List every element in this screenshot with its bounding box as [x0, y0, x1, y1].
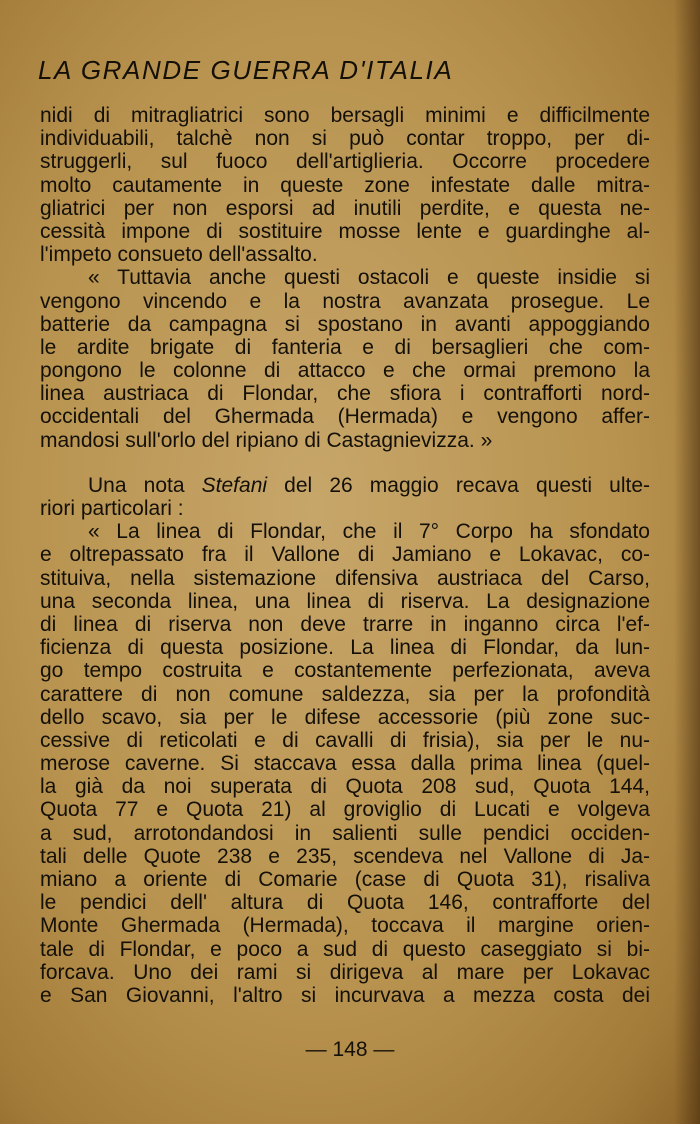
text-line: « Tuttavia anche questi ostacoli e queste insidie si	[88, 266, 650, 290]
text-line: carattere di non comune saldezza, sia per la profondità	[40, 682, 650, 706]
text-line: vengono vincendo e la nostra avanzata prosegue. Le	[40, 289, 650, 313]
page-edge-shadow	[674, 0, 700, 1124]
text-line: e oltrepassato fra il Vallone di Jamiano e Lokavac, co-	[40, 543, 650, 567]
running-head: LA GRANDE GUERRA D'ITALIA	[38, 55, 454, 85]
text-line: occidentali del Ghermada (Hermada) e vengono affer-	[40, 405, 650, 429]
text-line: tali delle Quote 238 e 235, scendeva nel Vallone di Ja-	[40, 844, 650, 868]
text-line: individuabili, talchè non si può contar troppo, per di-	[40, 127, 650, 151]
text-line: le pendici dell' altura di Quota 146, contrafforte del	[40, 891, 650, 915]
text-line: batterie da campagna si spostano in avanti appoggiando	[40, 312, 650, 336]
text-line: stituiva, nella sistemazione difensiva austriaca del Carso,	[40, 566, 650, 590]
text-line: cessità impone di sostituire mosse lente e guardinghe al-	[40, 219, 650, 243]
text-line: merose caverne. Si staccava essa dalla prima linea (quel-	[40, 752, 650, 776]
text-line: Monte Ghermada (Hermada), toccava il margine orien-	[40, 914, 650, 938]
text-line: nidi di mitragliatrici sono bersagli minimi e difficilmente	[40, 104, 650, 127]
text-line: mandosi sull'orlo del ripiano di Castagnievizza. »	[40, 428, 493, 452]
text-line: a sud, arrotondandosi in salienti sulle pendici occiden-	[40, 821, 650, 845]
text-line: Quota 77 e Quota 21) al groviglio di Lucati e volgeva	[40, 798, 650, 822]
text-line: le ardite brigate di fanteria e di bersaglieri che com-	[40, 335, 650, 359]
text-line: riori particolari :	[40, 497, 184, 520]
text-line: dello scavo, sia per le difese accessorie (più zone suc-	[40, 705, 650, 729]
page-number: — 148 —	[305, 1038, 395, 1061]
italic-word: Stefani	[201, 473, 268, 497]
text-line: l'impeto consueto dell'assalto.	[40, 243, 318, 267]
text-line: e San Giovanni, l'altro si incurvava a mezza costa dei	[40, 983, 650, 1007]
text-line: la già da noi superata di Quota 208 sud, Quota 144,	[40, 775, 650, 799]
text-line: pongono le colonne di attacco e che ormai premono la	[40, 359, 650, 383]
text-line: una seconda linea, una linea di riserva. La designazione	[40, 589, 650, 613]
text-line: go tempo costruita e costantemente perfezionata, aveva	[40, 659, 650, 683]
text-line: forcava. Uno dei rami si dirigeva al mare per Lokavac	[40, 960, 650, 984]
text-line: gliatrici per non esporsi ad inutili perdite, e questa ne-	[40, 196, 650, 220]
paragraph-gap	[40, 452, 650, 474]
text-line: cessive di reticolati e di cavalli di frisia), sia per le nu-	[40, 728, 650, 752]
body-text	[40, 104, 650, 1007]
text-line: Una nota Stefani del 26 maggio recava questi ulte-	[88, 473, 650, 497]
text-line: miano a oriente di Comarie (case di Quota 31), risaliva	[40, 868, 650, 891]
text-line: molto cautamente in queste zone infestate dalle mitra-	[40, 173, 650, 197]
text-line: ficienza di questa posizione. La linea di Flondar, da lun-	[40, 636, 650, 660]
text-line: linea austriaca di Flondar, che sfiora i contrafforti nord-	[40, 382, 650, 406]
text-line: « La linea di Flondar, che il 7° Corpo ha sfondato	[88, 520, 650, 544]
text-line: di linea di riserva non deve trarre in inganno circa l'ef-	[40, 612, 650, 636]
text-line: tale di Flondar, e poco a sud di questo caseggiato si bi-	[40, 937, 650, 961]
text-line: struggerli, sul fuoco dell'artiglieria. Occorre procedere	[40, 150, 650, 174]
